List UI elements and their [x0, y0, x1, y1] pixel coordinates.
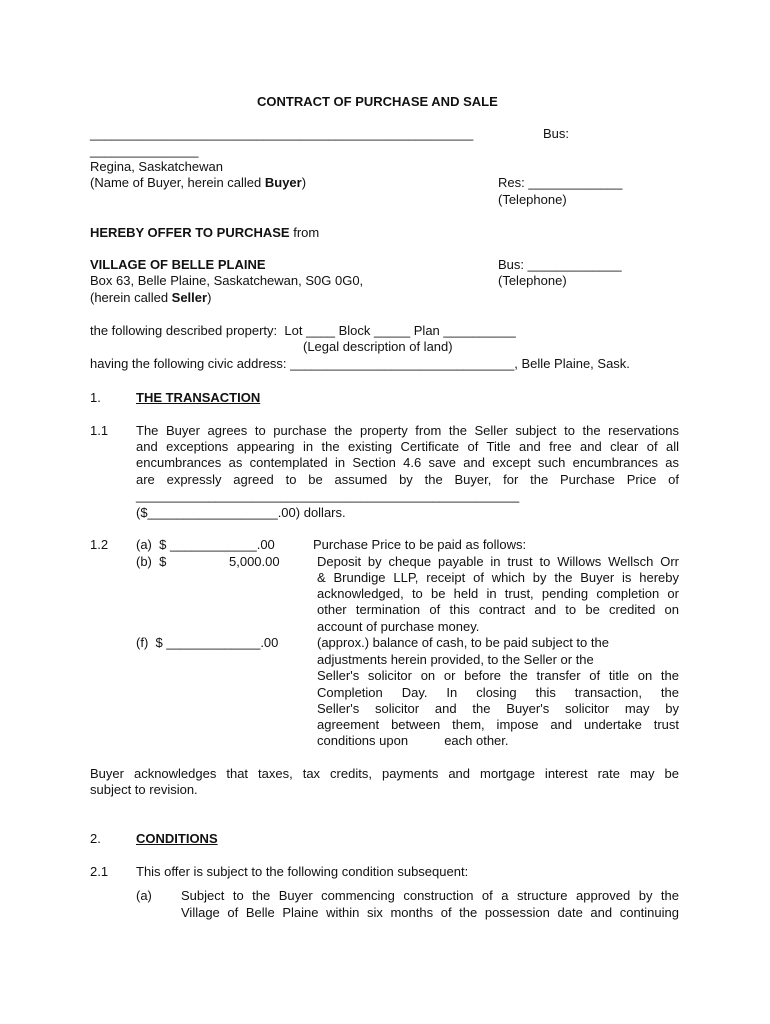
condition-a-line: Village of Belle Plaine within six months of the possession date and continuing — [181, 905, 679, 920]
deposit-line: other termination of this contract and to be credited on — [317, 602, 679, 617]
balance-line: Seller's solicitor on or before the transfer of title on the — [317, 668, 679, 683]
deposit-line: Deposit by cheque payable in trust to Willows Wellsch Orr — [317, 554, 679, 569]
balance-line: Completion Day. In closing this transaction, the — [317, 685, 679, 700]
clause-1-1-line: The Buyer agrees to purchase the property from the Seller subject to the reservations — [136, 423, 679, 438]
acknowledgement-line: Buyer acknowledges that taxes, tax credits, payments and mortgage interest rate may be — [90, 766, 679, 781]
buyer-bus-label: Bus: — [543, 126, 570, 141]
deposit-line-last: account of purchase money. — [317, 619, 480, 634]
purchase-price-dollars: ($__________________.00) dollars. — [136, 505, 346, 520]
payment-f-amount: (f) $ _____________.00 — [136, 635, 279, 650]
payment-b-amount: 5,000.00 — [229, 554, 280, 569]
seller-telephone-caption: (Telephone) — [498, 273, 567, 288]
clause-1-2-number: 1.2 — [90, 537, 109, 552]
clause-2-1-text: This offer is subject to the following condition subsequent: — [136, 864, 469, 879]
payment-schedule-heading: Purchase Price to be paid as follows: — [313, 537, 527, 552]
legal-description-caption: (Legal description of land) — [303, 339, 453, 354]
balance-line: adjustments herein provided, to the Seller or the — [317, 652, 594, 667]
document-title: CONTRACT OF PURCHASE AND SALE — [257, 94, 498, 109]
purchase-price-blank: _____________________________________________________ — [136, 488, 520, 503]
property-description-line: the following described property: Lot ____ Block _____ Plan __________ — [90, 323, 516, 338]
balance-line: Seller's solicitor and the Buyer's solicitor may by — [317, 701, 679, 716]
clause-1-1-line: and exceptions appearing in the existing Certificate of Title and free and clear of all — [136, 439, 679, 454]
buyer-name-caption: (Name of Buyer, herein called Buyer) — [90, 175, 307, 190]
condition-a-line: Subject to the Buyer commencing construction of a structure approved by the — [181, 888, 679, 903]
clause-1-1-line: are expressly agreed to be assumed by the Buyer, for the Purchase Price of — [136, 472, 679, 487]
section-2-heading: CONDITIONS — [136, 831, 218, 846]
civic-address-line: having the following civic address: _______________________________, Belle Plaine, Sask. — [90, 356, 630, 371]
seller-called-caption: (herein called Seller) — [90, 290, 212, 305]
deposit-line: & Brundige LLP, receipt of which by the Buyer is hereby — [317, 570, 679, 585]
payment-b-label: (b) $ — [136, 554, 167, 569]
section-1-heading: THE TRANSACTION — [136, 390, 261, 405]
buyer-name-blank: _____________________________________________________ — [90, 126, 474, 141]
clause-1-1-number: 1.1 — [90, 423, 109, 438]
deposit-line: acknowledged, to be held in trust, pending completion or — [317, 586, 679, 601]
buyer-name-blank-2: _______________ — [90, 143, 199, 158]
balance-line: (approx.) balance of cash, to be paid subject to the — [317, 635, 609, 650]
balance-line: agreement between them, impose and undertake trust — [317, 717, 679, 732]
seller-name: VILLAGE OF BELLE PLAINE — [90, 257, 266, 272]
clause-1-1-line: encumbrances as contemplated in Section 4.6 save and except such encumbrances as — [136, 455, 679, 470]
seller-bus-phone: Bus: _____________ — [498, 257, 622, 272]
clause-2-1-number: 2.1 — [90, 864, 109, 879]
payment-a-amount: (a) $ ____________.00 — [136, 537, 275, 552]
condition-a-label: (a) — [136, 888, 152, 903]
section-2-number: 2. — [90, 831, 101, 846]
buyer-city: Regina, Saskatchewan — [90, 159, 223, 174]
offer-statement: HEREBY OFFER TO PURCHASE from — [90, 225, 320, 240]
acknowledgement-line-last: subject to revision. — [90, 782, 198, 797]
buyer-res-phone: Res: _____________ — [498, 175, 623, 190]
buyer-telephone-caption: (Telephone) — [498, 192, 567, 207]
balance-line-last: conditions upon each other. — [317, 733, 509, 748]
section-1-number: 1. — [90, 390, 101, 405]
seller-address: Box 63, Belle Plaine, Saskatchewan, S0G 0G0, — [90, 273, 364, 288]
